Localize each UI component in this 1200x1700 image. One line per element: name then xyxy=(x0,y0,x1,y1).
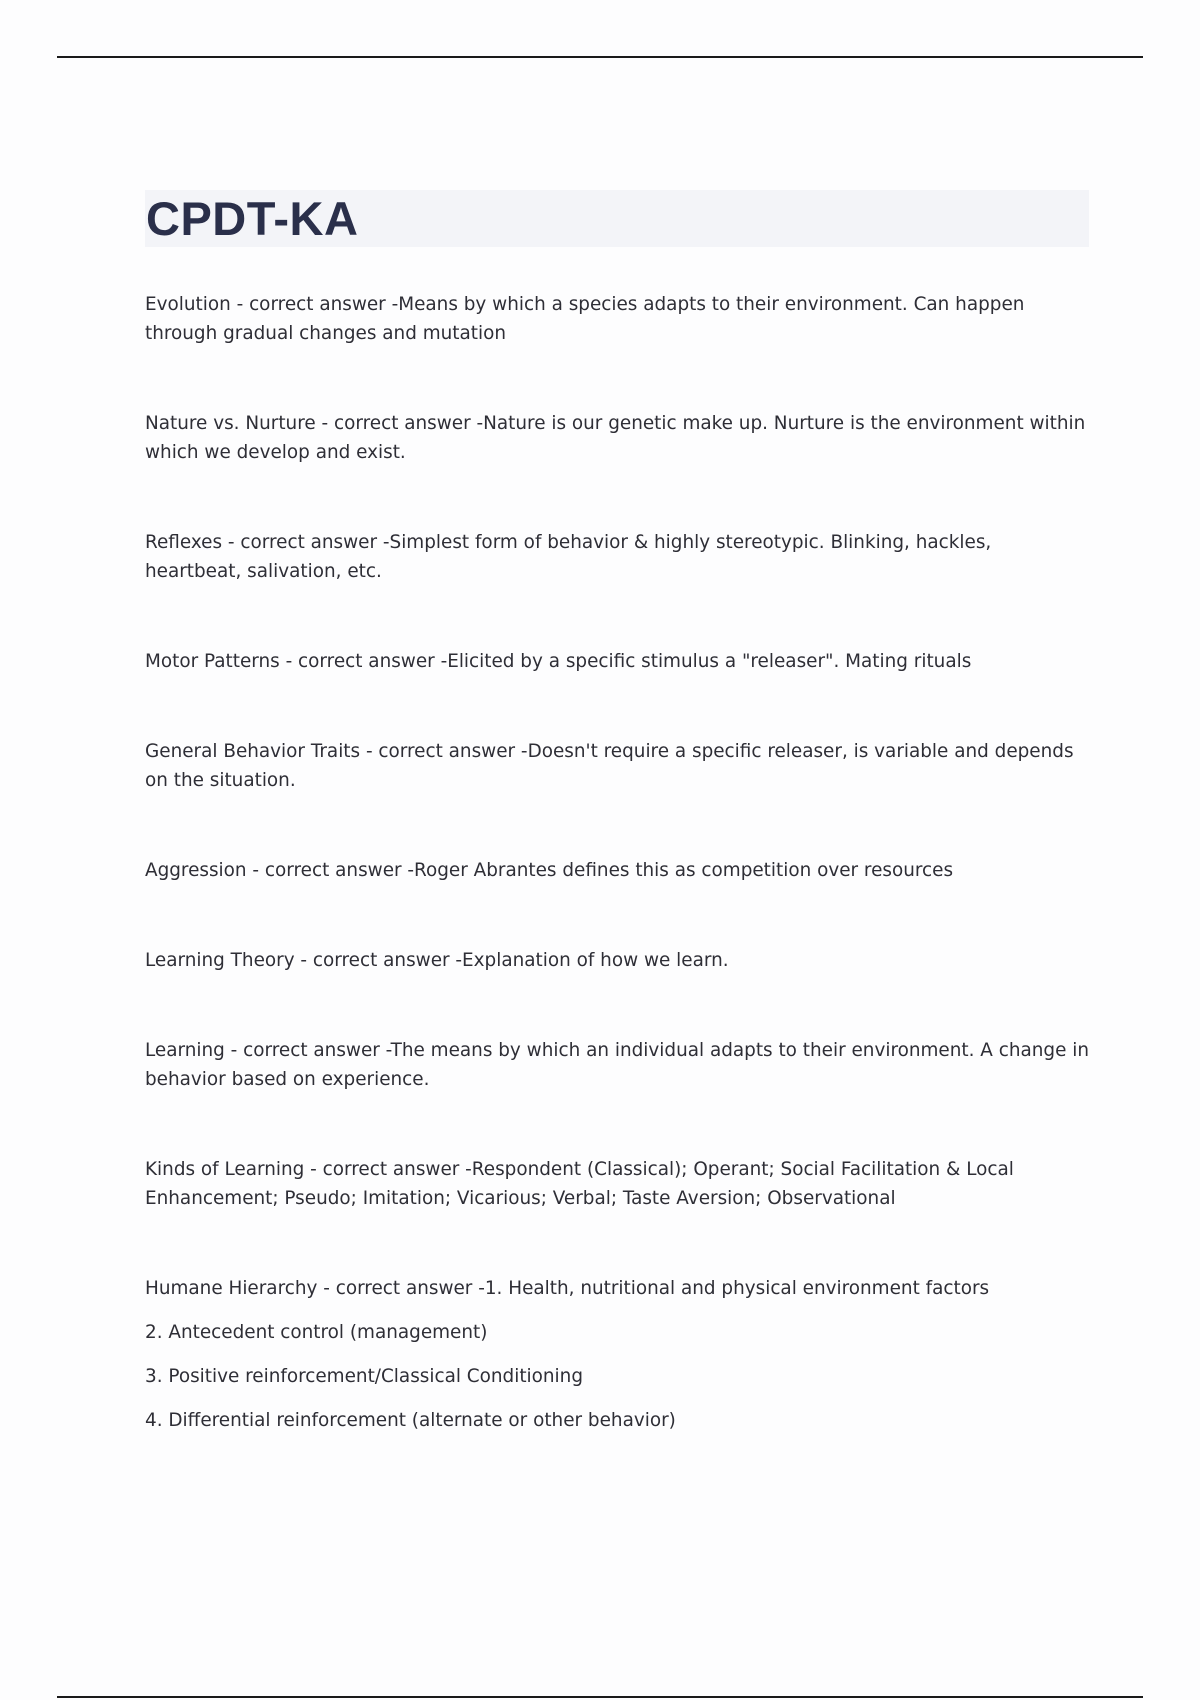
flashcard-list xyxy=(145,290,1090,1496)
flashcard-entry-humane-hierarchy xyxy=(145,1274,1090,1435)
entry-text: General Behavior Traits - correct answer -Doesn't require a specific releaser, is variable and depends on the situation. xyxy=(145,741,1074,791)
hierarchy-step: 2. Antecedent control (management) xyxy=(145,1322,488,1343)
flashcard-entry xyxy=(145,528,1090,586)
document-title: CPDT-KA xyxy=(146,192,359,245)
entry-text: Kinds of Learning - correct answer -Respondent (Classical); Operant; Social Facilitation & Local Enhancement; Pseudo; Imitation; Vicarious; Verbal; Taste Aversion; Observational xyxy=(145,1159,1014,1209)
entry-text: Learning - correct answer -The means by which an individual adapts to their environment. A change in behavior based on experience. xyxy=(145,1040,1090,1090)
entry-text: Reflexes - correct answer -Simplest form of behavior & highly stereotypic. Blinking, hackles, heartbeat, salivation, etc. xyxy=(145,532,992,582)
top-rule xyxy=(57,56,1143,58)
entry-text: Nature vs. Nurture - correct answer -Nature is our genetic make up. Nurture is the environment within which we develop and exist. xyxy=(145,413,1086,463)
hierarchy-step: 4. Differential reinforcement (alternate or other behavior) xyxy=(145,1410,676,1431)
flashcard-entry xyxy=(145,737,1090,795)
entry-text: Motor Patterns - correct answer -Elicited by a specific stimulus a "releaser". Mating rituals xyxy=(145,651,972,672)
flashcard-entry xyxy=(145,647,1090,676)
flashcard-entry xyxy=(145,946,1090,975)
entry-text: Aggression - correct answer -Roger Abrantes defines this as competition over resources xyxy=(145,860,954,881)
flashcard-entry xyxy=(145,856,1090,885)
entry-text: Humane Hierarchy - correct answer -1. Health, nutritional and physical environment factors xyxy=(145,1278,990,1299)
hierarchy-step: 3. Positive reinforcement/Classical Conditioning xyxy=(145,1366,583,1387)
entry-text: Learning Theory - correct answer -Explanation of how we learn. xyxy=(145,950,729,971)
bottom-rule xyxy=(57,1696,1143,1698)
flashcard-entry xyxy=(145,409,1090,467)
flashcard-entry xyxy=(145,1036,1090,1094)
entry-text: Evolution - correct answer -Means by which a species adapts to their environment. Can happen through gradual changes and mutation xyxy=(145,294,1025,344)
flashcard-entry xyxy=(145,1155,1090,1213)
flashcard-entry xyxy=(145,290,1090,348)
